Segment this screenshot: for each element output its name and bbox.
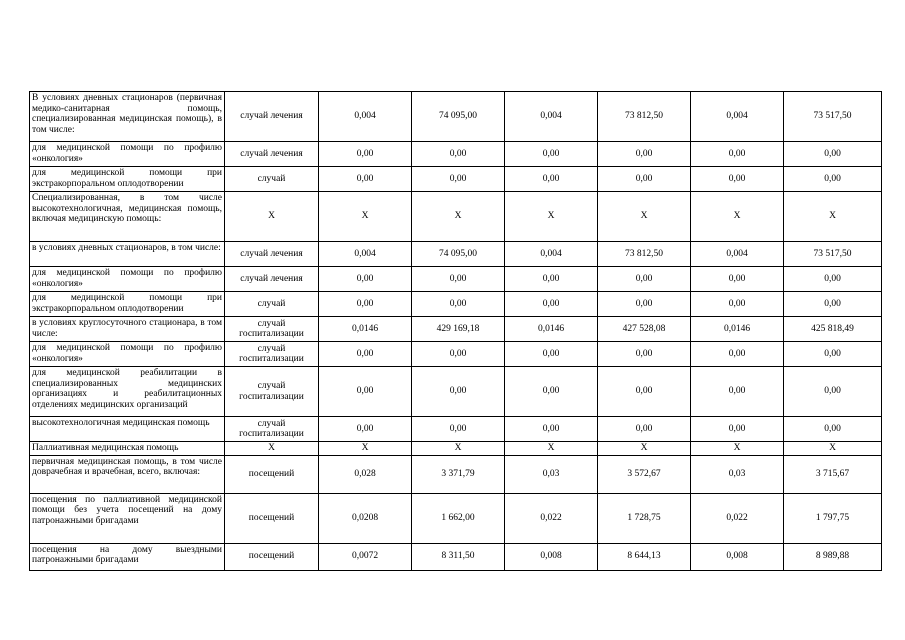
cell-value: 0,00: [412, 167, 505, 192]
cell-value: 0,008: [505, 543, 598, 570]
cell-value: X: [505, 442, 598, 456]
cell-value: 0,028: [319, 455, 412, 493]
cell-value: 0,00: [319, 142, 412, 167]
table-row: [30, 442, 882, 456]
cell-value: 0,00: [505, 142, 598, 167]
row-unit: случай госпитализации: [225, 342, 319, 367]
cell-value: 73 812,50: [598, 92, 691, 142]
table-row: [30, 292, 882, 317]
cell-value: 0,00: [412, 142, 505, 167]
cell-value: 0,0146: [691, 317, 784, 342]
cell-value: 0,0072: [319, 543, 412, 570]
table-row: [30, 342, 882, 367]
row-description: для медицинской реабилитации в специализированных медицинских организациях и реабилитационных отделениях медицинских организаций: [30, 367, 225, 417]
cell-value: 0,004: [691, 92, 784, 142]
cell-value: 0,00: [505, 417, 598, 442]
cell-value: 1 662,00: [412, 493, 505, 543]
cell-value: X: [319, 192, 412, 242]
row-description: для медицинской помощи при экстракорпоральном оплодотворении: [30, 292, 225, 317]
cell-value: 0,008: [691, 543, 784, 570]
cell-value: 0,00: [691, 167, 784, 192]
row-description: в условиях круглосуточного стационара, в том числе:: [30, 317, 225, 342]
cell-value: 0,00: [691, 267, 784, 292]
row-description: в условиях дневных стационаров, в том числе:: [30, 242, 225, 267]
cell-value: 8 644,13: [598, 543, 691, 570]
row-description: В условиях дневных стационаров (первичная медико-санитарная помощь, специализированная медицинская помощь), в том числе:: [30, 92, 225, 142]
cell-value: 0,00: [784, 167, 882, 192]
row-description: для медицинской помощи по профилю «онкология»: [30, 267, 225, 292]
cell-value: 0,00: [784, 342, 882, 367]
cell-value: 0,00: [505, 167, 598, 192]
cell-value: 0,00: [691, 417, 784, 442]
table-row: [30, 367, 882, 417]
cell-value: 0,004: [319, 242, 412, 267]
table-row: [30, 543, 882, 570]
cell-value: X: [691, 442, 784, 456]
row-unit: случай лечения: [225, 267, 319, 292]
cell-value: 74 095,00: [412, 242, 505, 267]
cell-value: X: [412, 192, 505, 242]
cell-value: 0,00: [412, 342, 505, 367]
cell-value: X: [784, 192, 882, 242]
cell-value: 0,00: [784, 267, 882, 292]
cell-value: 0,00: [598, 292, 691, 317]
row-unit: случай госпитализации: [225, 417, 319, 442]
table-row: [30, 493, 882, 543]
cell-value: 1 728,75: [598, 493, 691, 543]
row-description: для медицинской помощи по профилю «онкология»: [30, 142, 225, 167]
row-description: Паллиативная медицинская помощь: [30, 442, 225, 456]
data-table: [29, 91, 882, 571]
cell-value: 0,004: [691, 242, 784, 267]
cell-value: 0,00: [319, 342, 412, 367]
cell-value: 0,00: [505, 367, 598, 417]
cell-value: X: [691, 192, 784, 242]
cell-value: 0,022: [691, 493, 784, 543]
row-unit: случай госпитализации: [225, 367, 319, 417]
cell-value: 3 715,67: [784, 455, 882, 493]
row-unit: случай: [225, 292, 319, 317]
row-description: посещения на дому выездными патронажными бригадами: [30, 543, 225, 570]
cell-value: 0,00: [691, 342, 784, 367]
cell-value: 73 812,50: [598, 242, 691, 267]
table-row: [30, 192, 882, 242]
row-description: для медицинской помощи при экстракорпоральном оплодотворении: [30, 167, 225, 192]
cell-value: 0,03: [691, 455, 784, 493]
cell-value: 0,004: [505, 92, 598, 142]
cell-value: 8 311,50: [412, 543, 505, 570]
cell-value: 0,00: [784, 292, 882, 317]
cell-value: X: [598, 442, 691, 456]
cell-value: 0,00: [505, 292, 598, 317]
row-unit: X: [225, 442, 319, 456]
cell-value: 429 169,18: [412, 317, 505, 342]
row-unit: случай лечения: [225, 92, 319, 142]
cell-value: 0,0146: [319, 317, 412, 342]
cell-value: 0,00: [784, 417, 882, 442]
table-row: [30, 142, 882, 167]
row-unit: посещений: [225, 455, 319, 493]
table-row: [30, 92, 882, 142]
cell-value: X: [505, 192, 598, 242]
cell-value: 3 572,67: [598, 455, 691, 493]
row-description: для медицинской помощи по профилю «онкология»: [30, 342, 225, 367]
cell-value: 0,004: [505, 242, 598, 267]
cell-value: X: [412, 442, 505, 456]
cell-value: 425 818,49: [784, 317, 882, 342]
cell-value: 0,00: [505, 267, 598, 292]
table-row: [30, 167, 882, 192]
row-description: высокотехнологичная медицинская помощь: [30, 417, 225, 442]
row-description: Специализированная, в том числе высокотехнологичная, медицинская помощь, включая медицинскую помощь:: [30, 192, 225, 242]
table-row: [30, 242, 882, 267]
cell-value: 0,00: [784, 142, 882, 167]
cell-value: 0,004: [319, 92, 412, 142]
cell-value: 74 095,00: [412, 92, 505, 142]
cell-value: X: [319, 442, 412, 456]
cell-value: 0,00: [691, 367, 784, 417]
row-unit: посещений: [225, 543, 319, 570]
cell-value: 8 989,88: [784, 543, 882, 570]
cell-value: 0,00: [319, 167, 412, 192]
cell-value: 0,00: [598, 417, 691, 442]
cell-value: 73 517,50: [784, 92, 882, 142]
cell-value: 0,03: [505, 455, 598, 493]
cell-value: 0,00: [319, 367, 412, 417]
row-unit: посещений: [225, 493, 319, 543]
cell-value: X: [784, 442, 882, 456]
cell-value: 0,00: [319, 292, 412, 317]
cell-value: 0,0208: [319, 493, 412, 543]
cell-value: 3 371,79: [412, 455, 505, 493]
row-unit: X: [225, 192, 319, 242]
cell-value: 0,00: [412, 367, 505, 417]
table-row: [30, 417, 882, 442]
row-unit: случай лечения: [225, 142, 319, 167]
cell-value: 0,00: [598, 167, 691, 192]
row-unit: случай лечения: [225, 242, 319, 267]
table-row: [30, 267, 882, 292]
cell-value: 427 528,08: [598, 317, 691, 342]
row-unit: случай: [225, 167, 319, 192]
cell-value: 0,022: [505, 493, 598, 543]
row-description: посещения по паллиативной медицинской помощи без учета посещений на дому патронажными бригадами: [30, 493, 225, 543]
cell-value: 0,0146: [505, 317, 598, 342]
cell-value: 0,00: [691, 142, 784, 167]
cell-value: 1 797,75: [784, 493, 882, 543]
cell-value: 0,00: [505, 342, 598, 367]
cell-value: 0,00: [598, 342, 691, 367]
cell-value: 0,00: [598, 267, 691, 292]
cell-value: 0,00: [319, 267, 412, 292]
cell-value: 0,00: [412, 292, 505, 317]
table-row: [30, 317, 882, 342]
cell-value: 0,00: [412, 417, 505, 442]
cell-value: 0,00: [784, 367, 882, 417]
cell-value: 0,00: [598, 142, 691, 167]
cell-value: 0,00: [691, 292, 784, 317]
row-description: первичная медицинская помощь, в том числе доврачебная и врачебная, всего, включая:: [30, 455, 225, 493]
table-row: [30, 455, 882, 493]
cell-value: X: [598, 192, 691, 242]
cell-value: 0,00: [319, 417, 412, 442]
row-unit: случай госпитализации: [225, 317, 319, 342]
cell-value: 73 517,50: [784, 242, 882, 267]
cell-value: 0,00: [598, 367, 691, 417]
cell-value: 0,00: [412, 267, 505, 292]
